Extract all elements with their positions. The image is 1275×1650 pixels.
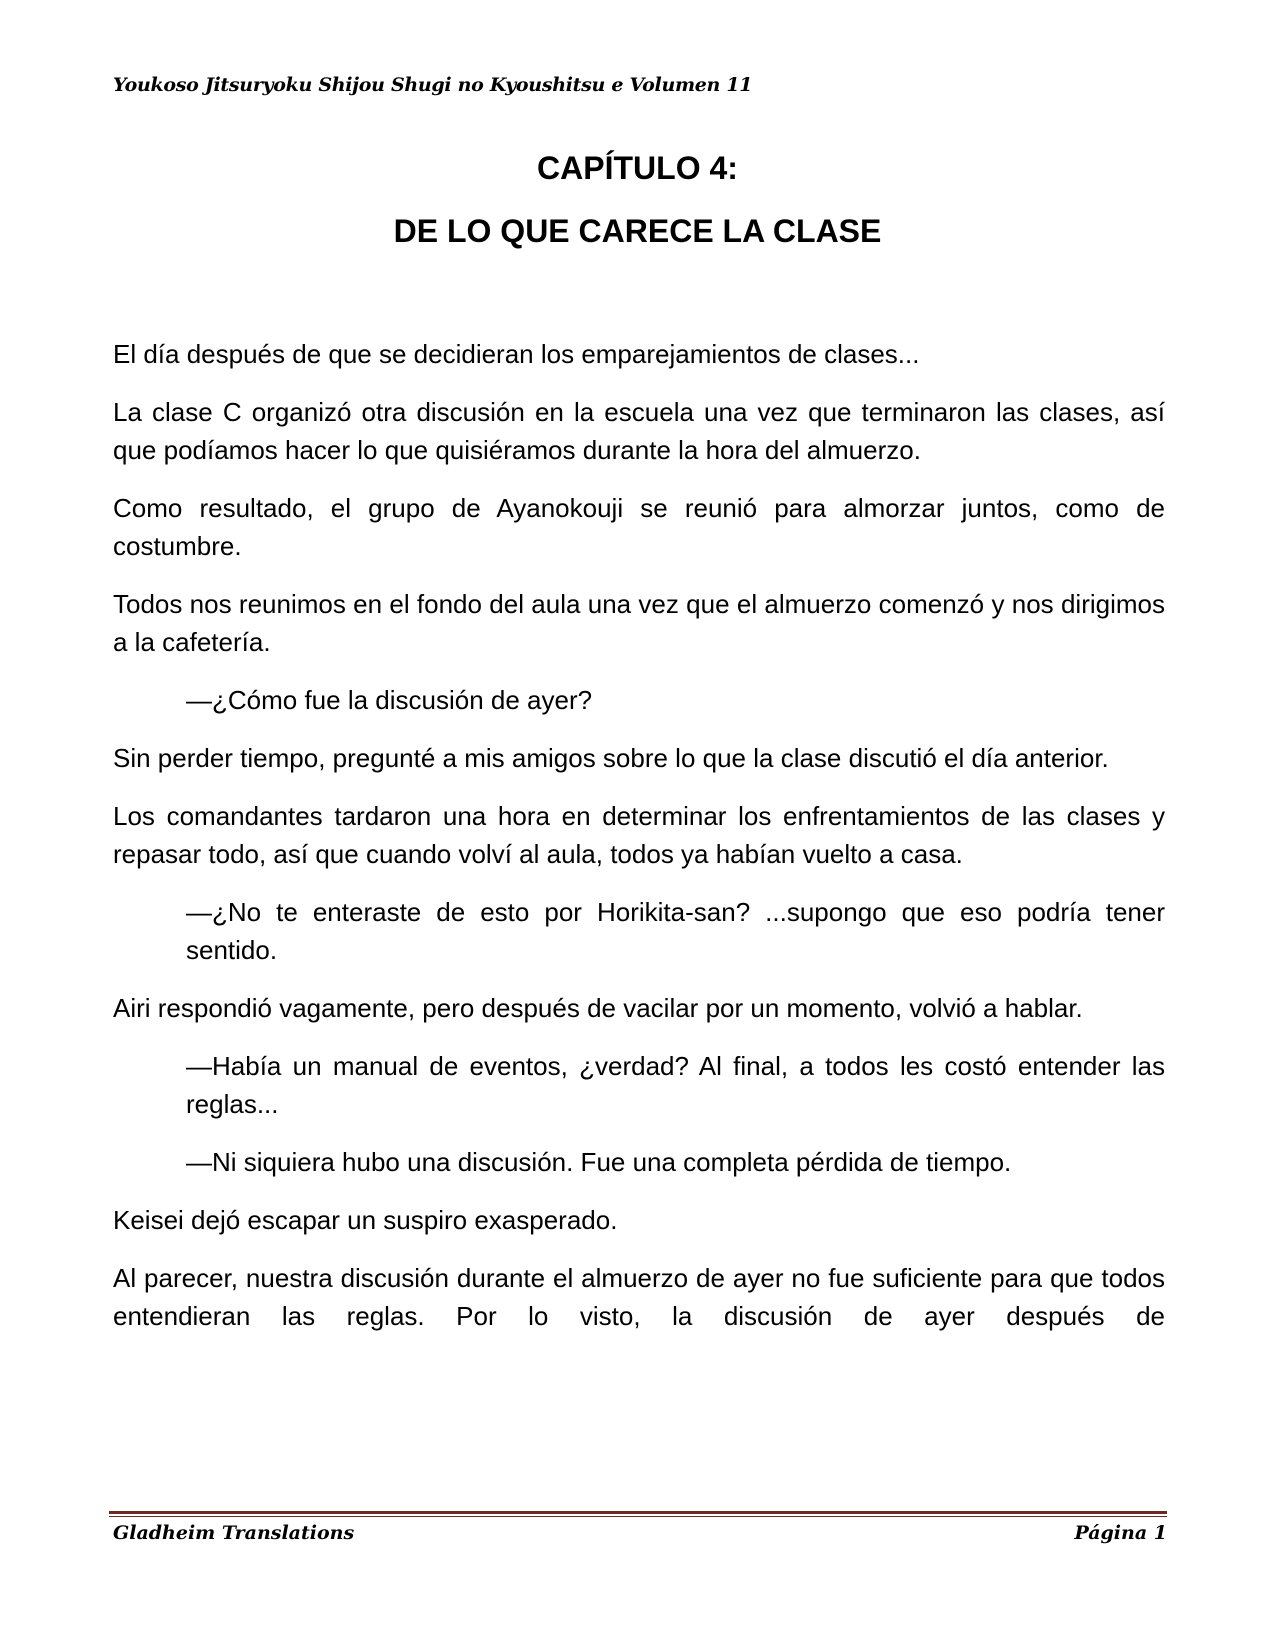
paragraph-continued: Al parecer, nuestra discusión durante el almuerzo de ayer no fue suficiente para que todos entendieran las reglas. Por lo visto, la discusión de ayer después de bbox=[113, 1263, 1165, 1331]
chapter-number: CAPÍTULO 4: bbox=[537, 150, 738, 186]
paragraph: El día después de que se decidieran los emparejamientos de clases... bbox=[113, 339, 920, 369]
running-header: Youkoso Jitsuryoku Shijou Shugi no Kyoushitsu e Volumen 11 bbox=[113, 74, 753, 96]
paragraph: La clase C organizó otra discusión en la escuela una vez que terminaron las clases, así que podíamos hacer lo que quisiéramos durante la hora del almuerzo. bbox=[113, 397, 1165, 465]
footer-divider bbox=[109, 1511, 1167, 1514]
footer-page-number: Página 1 bbox=[1074, 1522, 1167, 1544]
paragraph: Sin perder tiempo, pregunté a mis amigos sobre lo que la clase discutió el día anterior. bbox=[113, 743, 1109, 773]
dialogue-line: —¿Cómo fue la discusión de ayer? bbox=[186, 685, 593, 715]
paragraph: Keisei dejó escapar un suspiro exasperado. bbox=[113, 1205, 618, 1235]
dialogue-line: —¿No te enteraste de esto por Horikita-san? ...supongo que eso podría tener sentido. bbox=[186, 897, 1165, 965]
paragraph: Como resultado, el grupo de Ayanokouji se reunió para almorzar juntos, como de costumbre. bbox=[113, 493, 1165, 561]
footer-divider-thin bbox=[109, 1516, 1167, 1517]
dialogue-line: —Ni siquiera hubo una discusión. Fue una completa pérdida de tiempo. bbox=[186, 1147, 1012, 1177]
chapter-title: DE LO QUE CARECE LA CLASE bbox=[393, 213, 882, 249]
footer-translator: Gladheim Translations bbox=[113, 1522, 355, 1544]
paragraph: Los comandantes tardaron una hora en determinar los enfrentamientos de las clases y repasar todo, así que cuando volví al aula, todos ya habían vuelto a casa. bbox=[113, 801, 1165, 869]
paragraph: Airi respondió vagamente, pero después de vacilar por un momento, volvió a hablar. bbox=[113, 993, 1083, 1023]
paragraph: Todos nos reunimos en el fondo del aula una vez que el almuerzo comenzó y nos dirigimos a la cafetería. bbox=[113, 589, 1165, 657]
chapter-body bbox=[113, 335, 1165, 1355]
dialogue-line: —Había un manual de eventos, ¿verdad? Al final, a todos les costó entender las reglas... bbox=[186, 1051, 1165, 1119]
